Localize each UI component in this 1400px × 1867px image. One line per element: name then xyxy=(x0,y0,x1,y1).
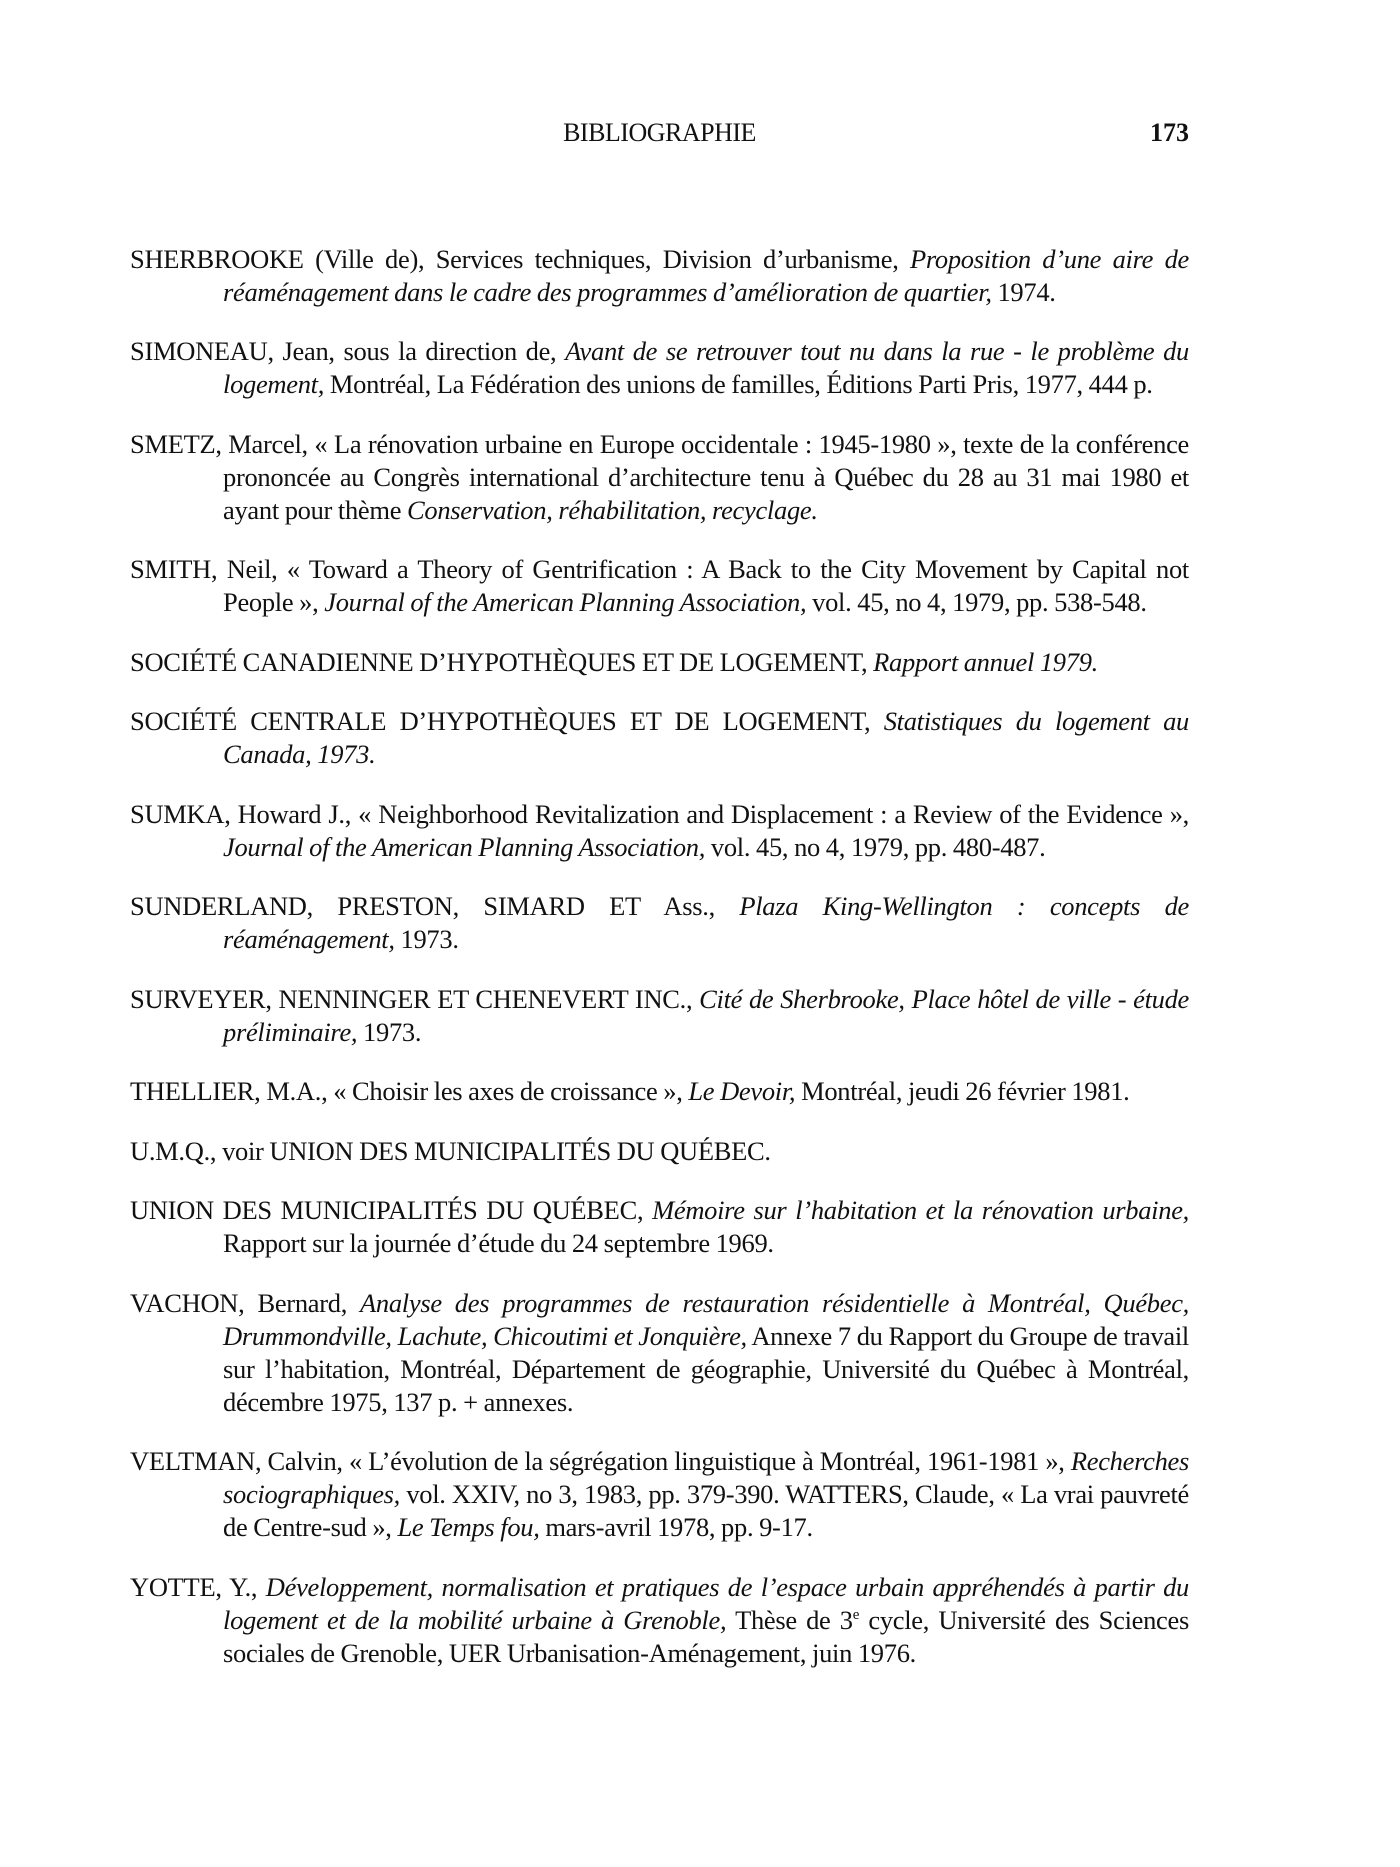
entry-text: cycle, Université des Sciences sociales de Grenoble, UER Urbanisation-Aménagement, juin 1976. xyxy=(223,1604,1189,1668)
entry-text: VELTMAN, Calvin, « L’évolution de la ségrégation linguistique à Montréal, 1961-1981 », xyxy=(130,1446,1071,1476)
running-title: BIBLIOGRAPHIE xyxy=(563,118,756,147)
entry-title-italic: Recherches sociographiques, xyxy=(223,1446,1189,1509)
running-header xyxy=(130,118,1189,152)
entry-text: Montréal, jeudi 26 février 1981. xyxy=(795,1076,1130,1106)
entry-text: 1973. xyxy=(357,1016,422,1047)
entry-text: U.M.Q., voir UNION DES MUNICIPALITÉS DU QUÉBEC. xyxy=(130,1135,771,1166)
bibliography-entry xyxy=(130,243,1189,309)
entry-title-italic: Analyse des programmes de restauration résidentielle à Montréal, Québec, Drummondville, Lachute, Chicoutimi et Jonquière, xyxy=(223,1287,1189,1351)
bibliography-entry xyxy=(130,1445,1189,1544)
entry-text: SUMKA, Howard J., « Neighborhood Revitalization and Displacement : a Review of the Evidence », xyxy=(130,798,1189,829)
superscript: e xyxy=(852,1606,860,1623)
entry-text: mars-avril 1978, pp. 9-17. xyxy=(539,1512,813,1542)
entry-title-italic: Journal of the American Planning Association, xyxy=(324,587,807,617)
page-number: 173 xyxy=(1150,118,1189,147)
entry-text: 1973. xyxy=(394,924,459,954)
entry-text: Montréal, La Fédération des unions de familles, Éditions Parti Pris, 1977, 444 p. xyxy=(324,369,1153,399)
entry-text: YOTTE, Y., xyxy=(130,1571,266,1602)
entry-text: UNION DES MUNICIPALITÉS DU QUÉBEC, xyxy=(130,1195,653,1225)
bibliography-entry xyxy=(130,428,1189,527)
entry-text: Rapport sur la journée d’étude du 24 septembre 1969. xyxy=(223,1228,774,1258)
bibliography-entry xyxy=(130,1075,1189,1108)
bibliography-entry xyxy=(130,890,1189,956)
entry-title-italic: Le Devoir, xyxy=(688,1076,796,1106)
entry-title-italic: Proposition d’une aire de réaménagement dans le cadre des programmes d’amélioration de quartier, xyxy=(223,243,1189,307)
entry-title-italic: Le Temps fou, xyxy=(397,1512,540,1542)
entry-text: THELLIER, M.A., « Choisir les axes de croissance », xyxy=(130,1076,689,1106)
entry-text: SUNDERLAND, PRESTON, SIMARD ET Ass., xyxy=(130,891,740,921)
entry-text: SHERBROOKE (Ville de), Services techniques, Division d’urbanisme, xyxy=(130,243,910,274)
bibliography-entry xyxy=(130,1287,1189,1419)
entry-text: Annexe 7 du Rapport du Groupe de travail sur l’habitation, Montréal, Département de géographie, Université du Québec à Montréal, décembre 1975, 137 p. + annexes. xyxy=(223,1320,1189,1417)
bibliography-entry xyxy=(130,1571,1189,1670)
entry-title-italic: Avant de se retrouver tout nu dans la rue - le problème du logement, xyxy=(223,336,1190,399)
entry-title-italic: Rapport annuel 1979. xyxy=(873,646,1098,677)
bibliography-entry xyxy=(130,335,1189,401)
entry-title-italic: Plaza King-Wellington : concepts de réaménagement, xyxy=(223,891,1189,954)
entry-title-italic: Cité de Sherbrooke, Place hôtel de ville - étude préliminaire, xyxy=(223,983,1190,1047)
entry-text: VACHON, Bernard, xyxy=(130,1287,361,1318)
bibliography-entry xyxy=(130,1135,1189,1168)
bibliography-entry xyxy=(130,798,1189,864)
entry-title-italic: Développement, normalisation et pratiques de l’espace urbain appréhendés à partir du logement et de la mobilité urbaine à Grenoble, xyxy=(223,1571,1189,1635)
bibliography-list xyxy=(130,216,1189,1686)
bibliography-entry xyxy=(130,646,1189,679)
entry-title-italic: Mémoire sur l’habitation et la rénovation urbaine, xyxy=(652,1195,1189,1225)
entry-text: 1974. xyxy=(991,276,1056,307)
entry-title-italic: Statistiques du logement au Canada, 1973. xyxy=(223,706,1189,769)
entry-text: SIMONEAU, Jean, sous la direction de, xyxy=(130,336,566,366)
bibliography-entry xyxy=(130,1194,1189,1260)
entry-text: SOCIÉTÉ CANADIENNE D’HYPOTHÈQUES ET DE LOGEMENT, xyxy=(130,646,874,677)
bibliography-entry xyxy=(130,705,1189,771)
entry-title-italic: Journal of the American Planning Association, xyxy=(223,831,706,862)
bibliography-entry xyxy=(130,983,1189,1049)
entry-text: SMITH, Neil, « Toward a Theory of Gentrification : A Back to the City Movement by Capital not People », xyxy=(130,554,1189,617)
entry-text: SURVEYER, NENNINGER ET CHENEVERT INC., xyxy=(130,983,700,1014)
entry-title-italic: Conservation, réhabilitation, recyclage. xyxy=(407,494,818,525)
entry-text: vol. XXIV, no 3, 1983, pp. 379-390. WATTERS, Claude, « La vrai pauvreté de Centre-sud », xyxy=(223,1479,1189,1542)
entry-text: vol. 45, no 4, 1979, pp. 480-487. xyxy=(705,831,1046,862)
bibliography-entry xyxy=(130,553,1189,619)
entry-text: vol. 45, no 4, 1979, pp. 538-548. xyxy=(806,587,1147,617)
entry-text: SOCIÉTÉ CENTRALE D’HYPOTHÈQUES ET DE LOGEMENT, xyxy=(130,706,884,736)
entry-text: Thèse de 3 xyxy=(726,1604,853,1635)
entry-text: SMETZ, Marcel, « La rénovation urbaine en Europe occidentale : 1945-1980 », texte de la conférence prononcée au Congrès international d’architecture tenu à Québec du 28 au 31 mai 1980 et ayant pour thème xyxy=(130,428,1189,525)
